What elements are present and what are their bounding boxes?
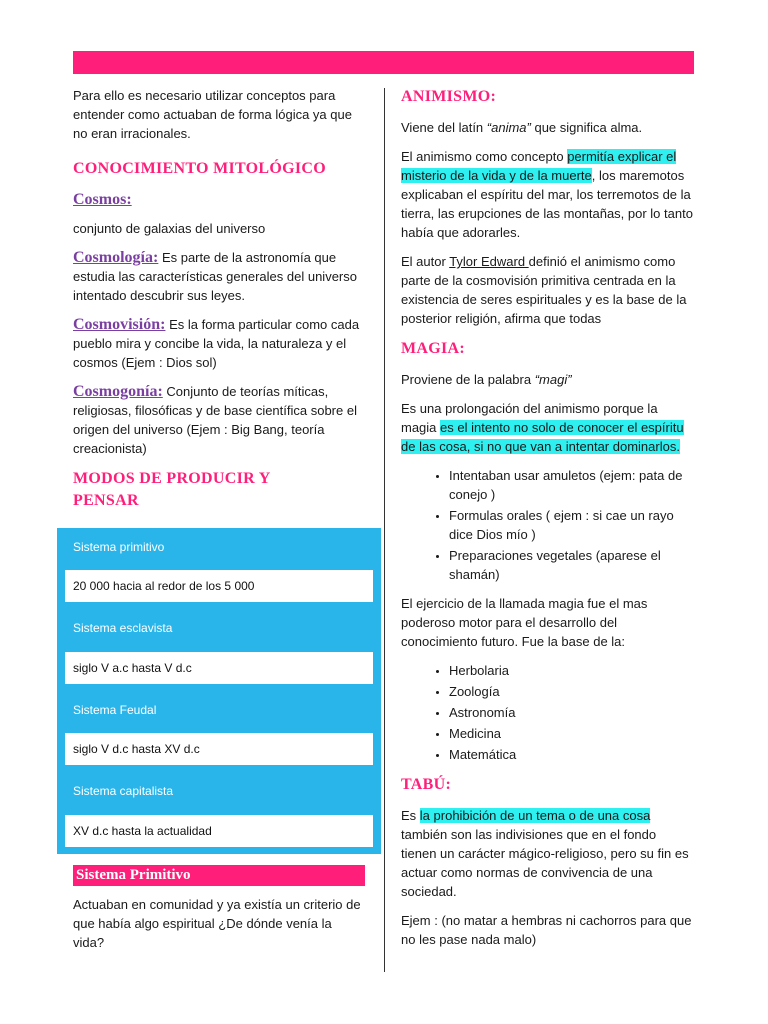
highlighted-text: la prohibición de un tema o de una cosa	[419, 808, 651, 823]
text-span: Es una prolongación del animismo porque la magia	[401, 401, 658, 435]
highlighted-text: permitía explicar el misterio de la vida y de la muerte	[401, 149, 677, 183]
text-span: que significa alma.	[530, 120, 643, 135]
cosmologia-term: Cosmología:	[73, 249, 159, 266]
text-span: Proviene de la palabra	[401, 372, 535, 387]
text-span: definió el animismo como parte de la cosmovisión primitiva centrada en la existencia de seres espirituales y es la base de la posterior religión, afirma que todas	[401, 254, 687, 326]
highlighted-text: es el intento no solo de conocer el espíritu de las cosa, si no que van a intentar dominarlos.	[401, 420, 684, 454]
animismo-author	[401, 252, 695, 328]
magia-definition	[401, 399, 695, 456]
heading-conocimiento: CONOCIMIENTO MITOLÓGICO	[73, 160, 327, 177]
list-item: • Intentaban usar amuletos (ejem: pata de conejo )	[449, 466, 695, 504]
animismo-concept	[401, 147, 695, 242]
cosmos-term-block	[73, 190, 363, 238]
cosmogonia-term: Cosmogonía:	[73, 383, 163, 400]
left-column	[73, 86, 363, 522]
heading-animismo: ANIMISMO:	[401, 88, 497, 105]
table-header-row: Sistema capitalista	[73, 784, 174, 798]
list-item: • Matemática	[449, 745, 695, 764]
table-cell-row: siglo V d.c hasta XV d.c	[65, 733, 373, 765]
magia-exercise: El ejercicio de la llamada magia fue el mas poderoso motor para el desarrollo del conocimiento futuro. Fue la base de la:	[401, 596, 648, 649]
cosmogonia-block	[73, 382, 363, 458]
cosmos-term: Cosmos:	[73, 191, 132, 208]
latin-word: “magi”	[534, 372, 572, 387]
table-cell-row: siglo V a.c hasta V d.c	[65, 652, 373, 684]
text-span: Viene del latín	[401, 120, 487, 135]
sistema-primitivo-heading: Sistema Primitivo	[73, 865, 365, 886]
text-span: El animismo como concepto	[401, 149, 568, 164]
intro-paragraph: Para ello es necesario utilizar conceptos para entender como actuaban de forma lógica ya que no eran irracionales.	[73, 88, 352, 141]
cosmologia-definition: Es parte de la astronomía que estudia las características generales del universo intentado descubrir sus leyes.	[73, 250, 357, 303]
text-span: también son las indivisiones que en el fondo tienen un carácter mágico-religioso, pero su fin es actuar como normas de convivencia de una sociedad.	[401, 827, 689, 899]
text-span: Es	[401, 808, 420, 823]
latin-word: “anima”	[486, 120, 531, 135]
author-name: Tylor Edward	[449, 254, 529, 269]
table-header-row: Sistema Feudal	[73, 703, 157, 717]
heading-tabu: TABÚ:	[401, 776, 452, 793]
cosmogonia-definition: Conjunto de teorías míticas, religiosas, filosóficas y de base científica sobre el origen del universo (Ejem : Big Bang, teoría creacionista)	[73, 384, 357, 456]
column-divider	[384, 88, 385, 972]
sistema-primitivo-text: Actuaban en comunidad y ya existía un criterio de que había algo espiritual ¿De dónde venía la vida?	[73, 897, 361, 950]
modos-table	[57, 528, 381, 854]
heading-magia: MAGIA:	[401, 340, 466, 357]
list-item: • Medicina	[449, 724, 695, 743]
text-span: , los maremotos explicaban el espíritu del mar, los terremotos de la tierra, las erupciones de las montañas, por lo tanto había que adorarles.	[401, 168, 693, 240]
list-item: • Zoología	[449, 682, 695, 701]
cosmovision-term: Cosmovisión:	[73, 316, 166, 333]
list-item: • Preparaciones vegetales (aparese el shamán)	[449, 546, 695, 584]
right-column	[401, 86, 695, 959]
list-item: • Astronomía	[449, 703, 695, 722]
animismo-origin	[401, 118, 695, 137]
table-cell-row: XV d.c hasta la actualidad	[65, 815, 373, 847]
cosmologia-block	[73, 248, 363, 305]
table-header-row: Sistema esclavista	[73, 621, 173, 635]
list-item: • Formulas orales ( ejem : si cae un rayo dice Dios mío )	[449, 506, 695, 544]
table-header-row: Sistema primitivo	[73, 540, 165, 554]
tabu-definition	[401, 806, 695, 901]
tabu-example: Ejem : (no matar a hembras ni cachorros para que no les pase nada malo)	[401, 913, 692, 947]
header-bar	[73, 51, 694, 74]
table-cell-row: 20 000 hacia al redor de los 5 000	[65, 570, 373, 602]
text-span: El autor	[401, 254, 450, 269]
magia-origin	[401, 370, 695, 389]
cosmos-definition: conjunto de galaxias del universo	[73, 221, 266, 236]
heading-modos: MODOS DE PRODUCIR Y PENSAR	[73, 470, 270, 509]
cosmovision-definition: Es la forma particular como cada pueblo mira y concibe la vida, la naturaleza y el cosmos (Ejem : Dios sol)	[73, 317, 360, 370]
list-item: • Herbolaria	[449, 661, 695, 680]
cosmovision-block	[73, 315, 363, 372]
ciencias-list	[401, 661, 695, 764]
magia-bullet-list	[401, 466, 695, 584]
